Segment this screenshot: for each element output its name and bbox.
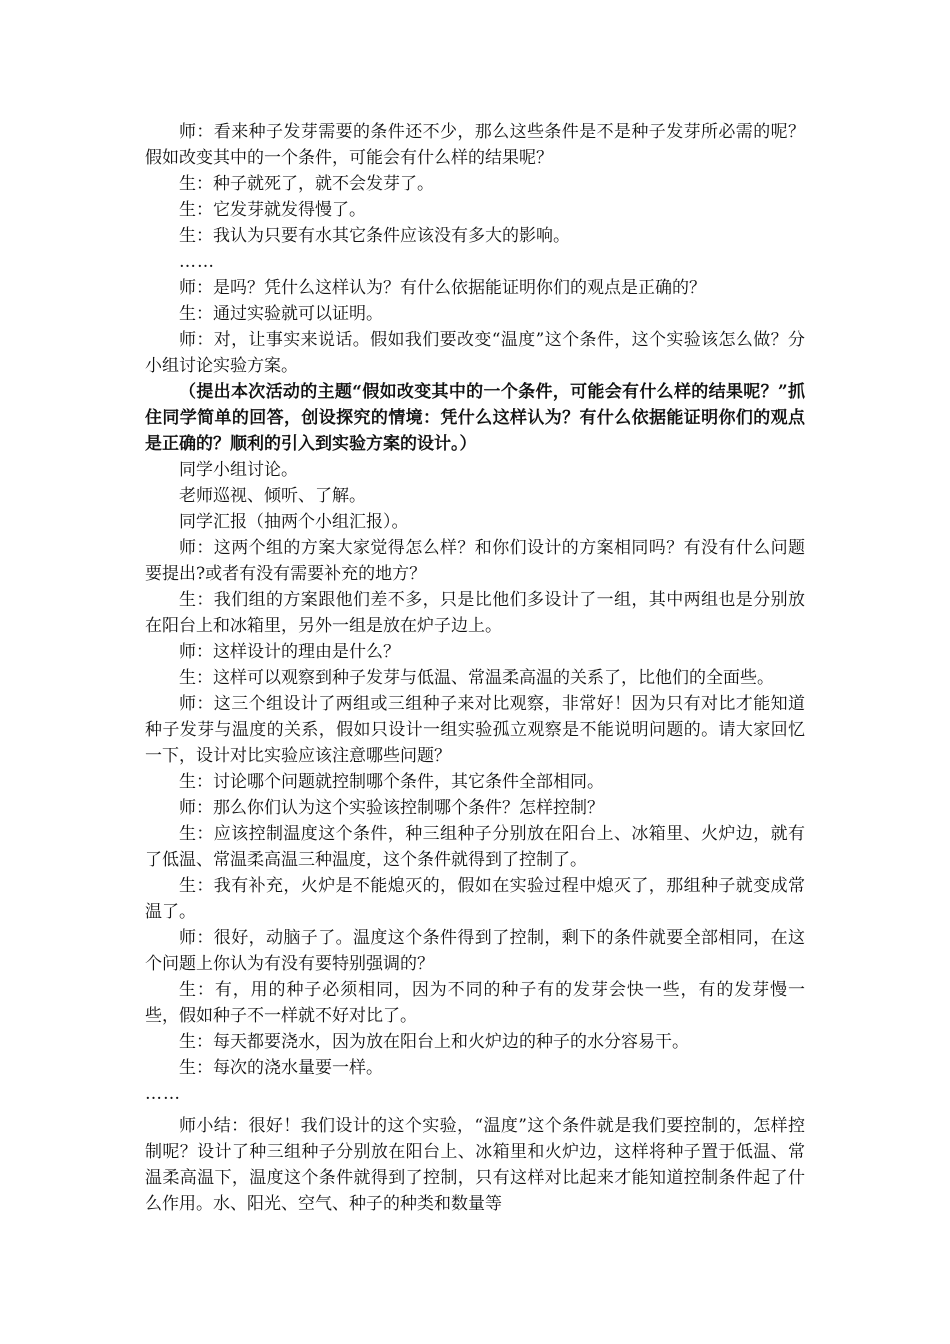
paragraph-student-plan: 生：我们组的方案跟他们差不多，只是比他们多设计了一组，其中两组也是分别放在阳台上和冰箱里，另外一组是放在炉子边上。: [145, 590, 805, 636]
paragraph-teacher-which-condition: 师：那么你们认为这个实验该控制哪个条件？怎样控制？: [179, 798, 604, 818]
paragraph-teacher-challenge: 师：是吗？凭什么这样认为？有什么依据能证明你们的观点是正确的？: [179, 278, 706, 298]
paragraph-teacher-reason: 师：这样设计的理由是什么？: [179, 642, 400, 662]
paragraph-teacher-compare: 师：这两个组的方案大家觉得怎么样？和你们设计的方案相同吗？有没有什么问题要提出?或者有没有需要补充的地方？: [145, 538, 805, 584]
paragraph-teacher-contrast: 师：这三个组设计了两组或三组种子来对比观察，非常好！因为只有对比才能知道种子发芽与温度的关系，假如只设计一组实验孤立观察是不能说明问题的。请大家回忆一下，设计对比实验应该注意哪些问题？: [145, 694, 805, 766]
paragraph-group-discussion: 同学小组讨论。: [179, 460, 298, 480]
paragraph-ellipsis: ……: [179, 252, 215, 272]
paragraph-teacher-temperature: 师：对，让事实来说话。假如我们要改变“温度”这个条件，这个实验该怎么做？分小组讨论实验方案。: [145, 330, 805, 376]
paragraph-student-watering: 生：每天都要浇水，因为放在阳台上和火炉边的种子的水分容易干。: [179, 1032, 689, 1052]
paragraph-student-control: 生：讨论哪个问题就控制哪个条件，其它条件全部相同。: [179, 772, 604, 792]
paragraph-teacher-praise: 师：很好，动脑子了。温度这个条件得到了控制，剩下的条件就要全部相同，在这个问题上你认为有没有要特别强调的？: [145, 928, 805, 974]
paragraph-student-water-amount: 生：每次的浇水量要一样。: [179, 1058, 383, 1078]
paragraph-teacher-summary: 师小结：很好！我们设计的这个实验，“温度”这个条件就是我们要控制的，怎样控制呢？设计了种三组种子分别放在阳台上、冰箱里和火炉边，这样将种子置于低温、常温柔高温下，温度这个条件就得到了控制，只有这样对比起来才能知道控制条件起了什么作用。水、阳光、空气、种子的种类和数量等: [145, 1116, 805, 1214]
paragraph-student-answer-3: 生：我认为只要有水其它条件应该没有多大的影响。: [179, 226, 570, 246]
document-page: [145, 119, 805, 1217]
paragraph-teacher-patrol: 老师巡视、倾听、了解。: [179, 486, 366, 506]
paragraph-ellipsis-2: ……: [145, 1084, 181, 1104]
paragraph-student-answer-1: 生：种子就死了，就不会发芽了。: [179, 174, 434, 194]
paragraph-student-temperature-control: 生：应该控制温度这个条件，种三组种子分别放在阳台上、冰箱里、火炉边，就有了低温、常温柔高温三种温度，这个条件就得到了控制了。: [145, 824, 805, 870]
paragraph-group-report: 同学汇报（抽两个小组汇报）。: [179, 512, 409, 532]
paragraph-student-experiment: 生：通过实验就可以证明。: [179, 304, 383, 324]
paragraph-activity-note: （提出本次活动的主题“假如改变其中的一个条件，可能会有什么样的结果呢？”抓住同学简单的回答，创设探究的情境：凭什么这样认为？有什么依据能证明你们的观点是正确的？顺利的引入到实验方案的设计。）: [145, 382, 805, 454]
paragraph-student-answer-2: 生：它发芽就发得慢了。: [179, 200, 366, 220]
paragraph-student-same-seeds: 生：有，用的种子必须相同，因为不同的种子有的发芽会快一些，有的发芽慢一些，假如种子不一样就不好对比了。: [145, 980, 805, 1026]
paragraph-student-reason: 生：这样可以观察到种子发芽与低温、常温柔高温的关系了，比他们的全面些。: [179, 668, 774, 688]
paragraph-teacher-question: 师：看来种子发芽需要的条件还不少，那么这些条件是不是种子发芽所必需的呢？假如改变其中的一个条件，可能会有什么样的结果呢？: [145, 122, 805, 168]
paragraph-student-supplement: 生：我有补充，火炉是不能熄灭的，假如在实验过程中熄灭了，那组种子就变成常温了。: [145, 876, 805, 922]
